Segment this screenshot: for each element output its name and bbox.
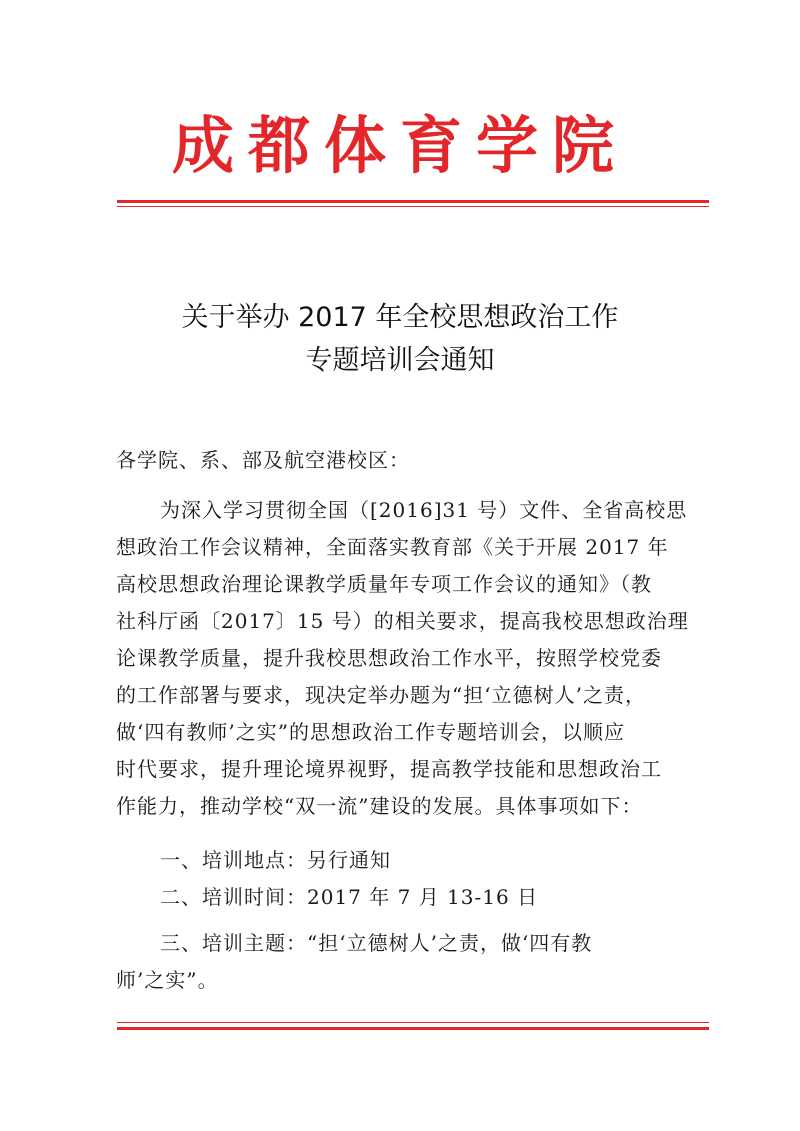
body-line: 高校思想政治理论课教学质量年专项工作会议的通知》（教 [116,572,652,596]
header-divider-thick [117,200,709,203]
body-line: 的工作部署与要求，现决定举办题为“担‘立德树人’之责， [116,683,646,707]
body-line: 论课教学质量，提升我校思想政治工作水平，按照学校党委 [116,646,662,670]
list-item-time: 二、培训时间：2017 年 7 月 13-16 日 [160,885,539,909]
footer-divider-thin [117,1022,709,1023]
body-line: 作能力，推动学校“双一流”建设的发展。具体事项如下： [116,794,643,818]
body-line: 社科厅函〔2017〕15 号）的相关要求，提高我校思想政治理 [116,609,689,633]
list-item-location: 一、培训地点：另行通知 [160,848,391,872]
document-title-line-2: 专题培训会通知 [305,345,495,376]
document-title-line-1: 关于举办 2017 年全校思想政治工作 [181,302,619,333]
header-divider-thin [117,206,709,207]
body-line: 时代要求，提升理论境界视野，提高教学技能和思想政治工 [116,757,662,781]
body-line: 为深入学习贯彻全国（[2016]31 号）文件、全省高校思 [160,498,688,522]
list-item-theme: 三、培训主题：“担‘立德树人’之责，做‘四有教 [160,931,593,955]
organization-name-header: 成都体育学院 [171,109,628,182]
list-item-theme-continued: 师’之实”。 [116,968,219,992]
body-line: 想政治工作会议精神，全面落实教育部《关于开展 2017 年 [116,535,669,559]
salutation: 各学院、系、部及航空港校区： [116,448,410,472]
body-line: 做‘四有教师’之实”的思想政治工作专题培训会，以顺应 [116,720,625,744]
footer-divider-thick [117,1027,709,1030]
